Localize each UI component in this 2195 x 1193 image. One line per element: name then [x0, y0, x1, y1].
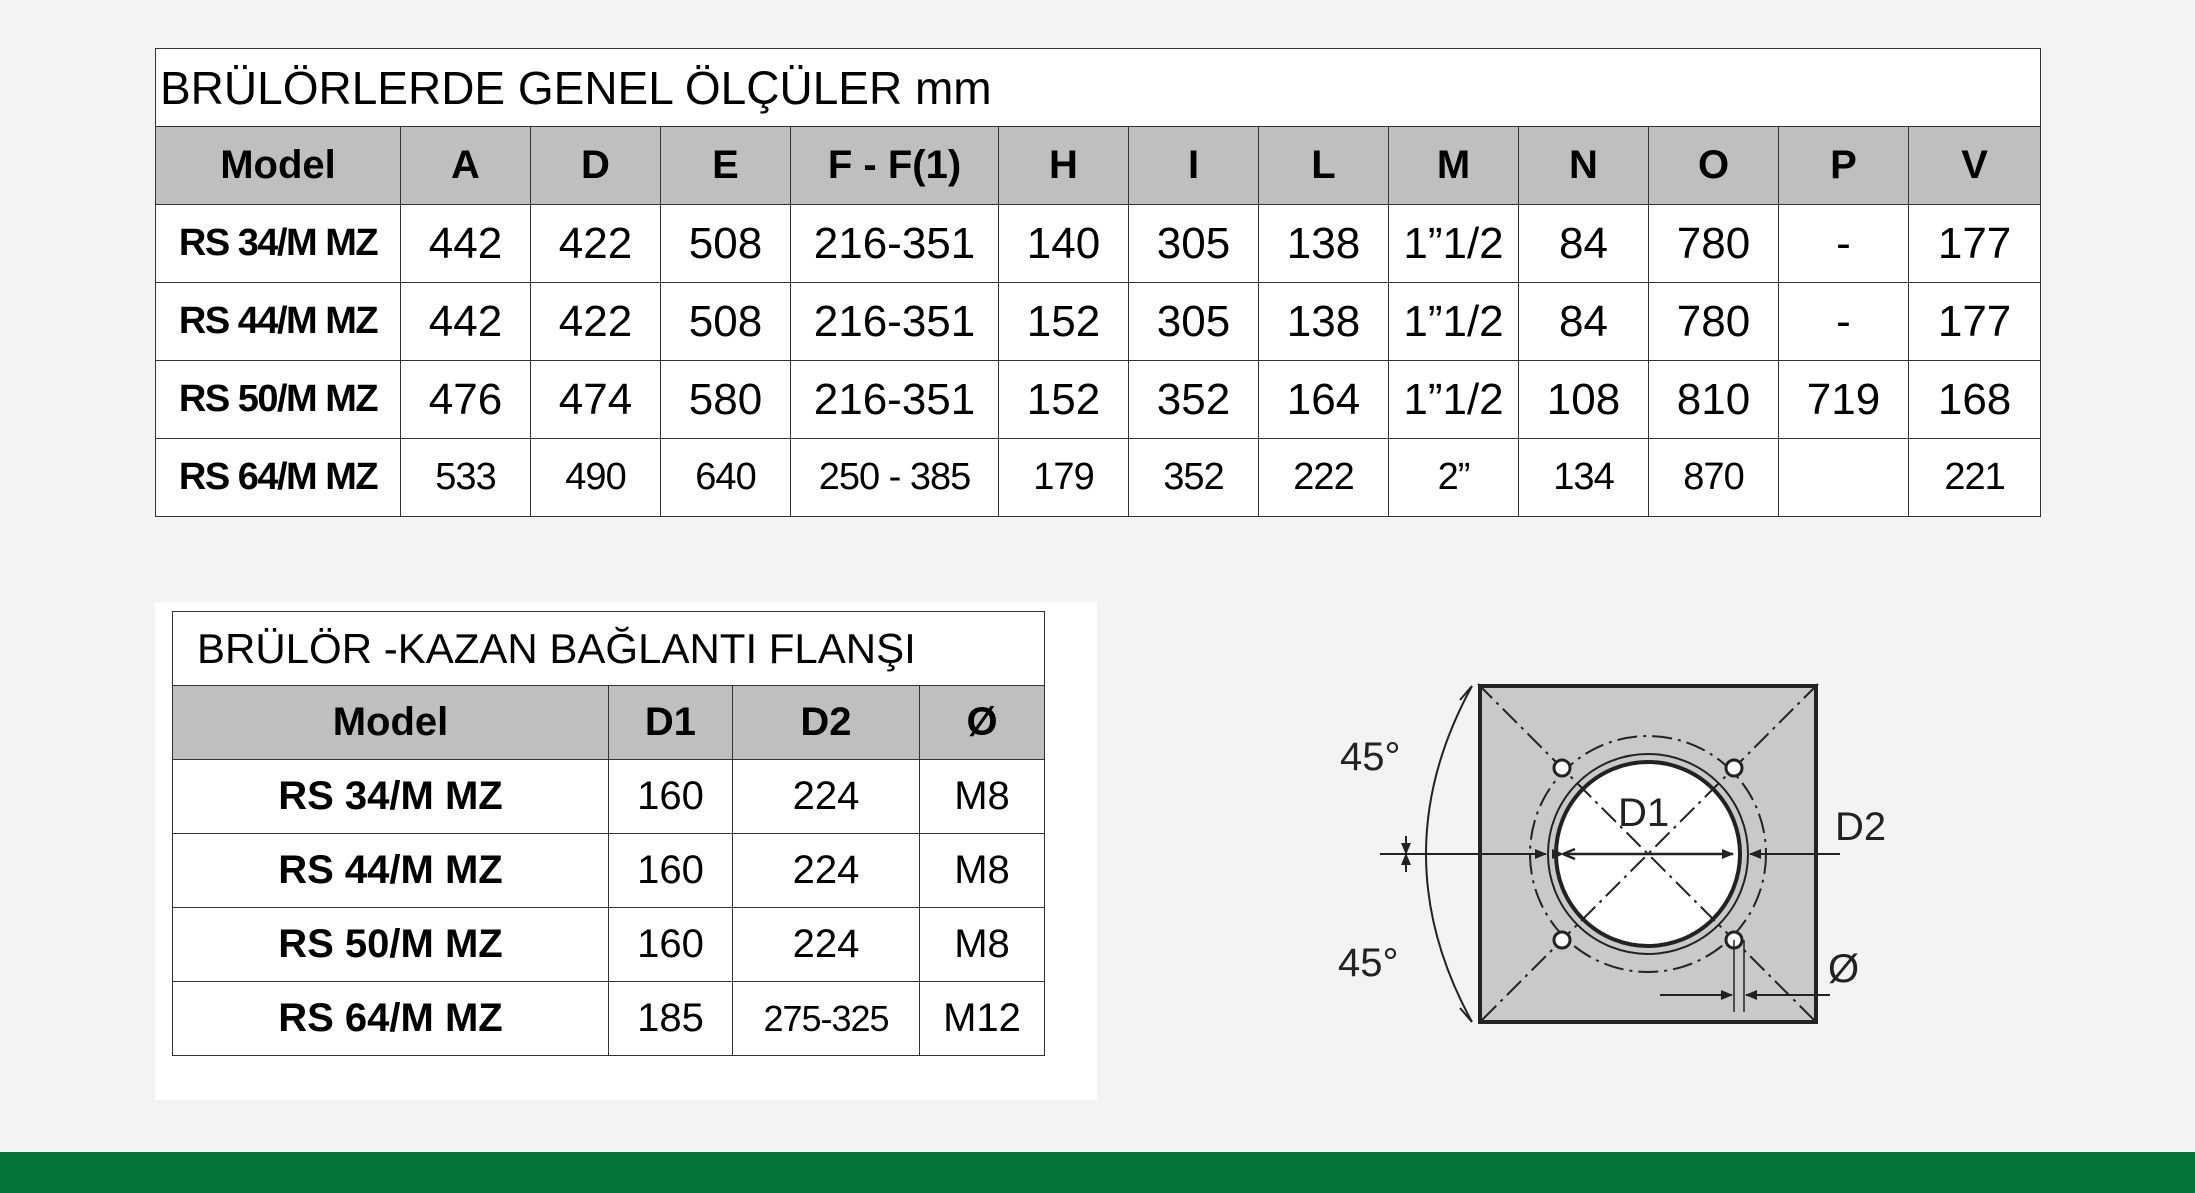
table-cell: 442 [401, 283, 531, 361]
table-cell: - [1779, 283, 1909, 361]
table-cell: 810 [1649, 361, 1779, 439]
table-row [173, 834, 1045, 908]
table-row [156, 283, 2041, 361]
table-cell: - [1779, 205, 1909, 283]
column-header: Ø [920, 686, 1045, 760]
angle-label-bottom: 45° [1338, 941, 1399, 985]
table-cell: 221 [1909, 439, 2041, 517]
model-cell: RS 50/M MZ [156, 361, 401, 439]
model-cell: RS 64/M MZ [173, 982, 609, 1056]
table-cell: 719 [1779, 361, 1909, 439]
table-cell: 1”1/2 [1389, 205, 1519, 283]
table-row [173, 760, 1045, 834]
table-cell: 185 [609, 982, 733, 1056]
table-cell: 216-351 [791, 361, 999, 439]
table-cell: 164 [1259, 361, 1389, 439]
column-header: Model [173, 686, 609, 760]
flange-diagram [1320, 650, 1920, 1050]
table-cell: 422 [531, 205, 661, 283]
table-header-row [156, 127, 2041, 205]
table-cell: 222 [1259, 439, 1389, 517]
table-cell: 250 - 385 [791, 439, 999, 517]
angle-label-top: 45° [1340, 735, 1401, 779]
column-header: D1 [609, 686, 733, 760]
table-cell: 84 [1519, 283, 1649, 361]
table-cell: 508 [661, 205, 791, 283]
table-cell: 177 [1909, 205, 2041, 283]
column-header: H [999, 127, 1129, 205]
column-header: D [531, 127, 661, 205]
table-cell: 352 [1129, 439, 1259, 517]
table-cell: 140 [999, 205, 1129, 283]
table-cell: 442 [401, 205, 531, 283]
table-row [173, 982, 1045, 1056]
table-cell: 422 [531, 283, 661, 361]
footer-bar [0, 1152, 2195, 1193]
table-cell: 224 [733, 908, 920, 982]
model-cell: RS 44/M MZ [173, 834, 609, 908]
table-cell: 490 [531, 439, 661, 517]
column-header: A [401, 127, 531, 205]
flange-table-panel [155, 602, 1097, 1100]
table-cell: 152 [999, 361, 1129, 439]
column-header: M [1389, 127, 1519, 205]
table-cell: 216-351 [791, 205, 999, 283]
table-cell: 216-351 [791, 283, 999, 361]
bolt-hole [1554, 932, 1570, 948]
table-cell: 179 [999, 439, 1129, 517]
table-cell: 533 [401, 439, 531, 517]
table-cell: 476 [401, 361, 531, 439]
flange-table [172, 611, 1045, 1056]
table-cell: 152 [999, 283, 1129, 361]
table-cell: M8 [920, 760, 1045, 834]
table-cell: 474 [531, 361, 661, 439]
table-cell: 275-325 [733, 982, 920, 1056]
table-cell: 138 [1259, 205, 1389, 283]
table-cell: 224 [733, 834, 920, 908]
table-cell: 352 [1129, 361, 1259, 439]
table-cell: 160 [609, 760, 733, 834]
model-cell: RS 44/M MZ [156, 283, 401, 361]
table-cell: 640 [661, 439, 791, 517]
column-header: Model [156, 127, 401, 205]
table-cell: 2” [1389, 439, 1519, 517]
table-cell: 168 [1909, 361, 2041, 439]
general-dimensions-title: BRÜLÖRLERDE GENEL ÖLÇÜLER mm [156, 49, 2041, 127]
table-cell: 160 [609, 834, 733, 908]
table-header-row [173, 686, 1045, 760]
table-row [156, 439, 2041, 517]
table-cell: M12 [920, 982, 1045, 1056]
table-cell: 84 [1519, 205, 1649, 283]
column-header: L [1259, 127, 1389, 205]
table-cell: 1”1/2 [1389, 283, 1519, 361]
table-cell: 177 [1909, 283, 2041, 361]
table-cell: 1”1/2 [1389, 361, 1519, 439]
column-header: I [1129, 127, 1259, 205]
model-cell: RS 34/M MZ [156, 205, 401, 283]
table-row [156, 361, 2041, 439]
table-cell: M8 [920, 908, 1045, 982]
d2-label: D2 [1835, 805, 1887, 849]
table-row [173, 908, 1045, 982]
column-header: O [1649, 127, 1779, 205]
table-cell: 134 [1519, 439, 1649, 517]
table-cell: 780 [1649, 283, 1779, 361]
column-header: V [1909, 127, 2041, 205]
column-header: D2 [733, 686, 920, 760]
table-cell: 305 [1129, 283, 1259, 361]
column-header: N [1519, 127, 1649, 205]
flange-table-title: BRÜLÖR -KAZAN BAĞLANTI FLANŞI [173, 612, 1045, 686]
general-dimensions-table [155, 48, 2041, 517]
model-cell: RS 34/M MZ [173, 760, 609, 834]
table-cell: 160 [609, 908, 733, 982]
bolt-hole [1554, 760, 1570, 776]
column-header: F - F(1) [791, 127, 999, 205]
column-header: P [1779, 127, 1909, 205]
table-cell: 305 [1129, 205, 1259, 283]
bolt-hole [1726, 760, 1742, 776]
table-cell: 224 [733, 760, 920, 834]
table-cell: 108 [1519, 361, 1649, 439]
column-header: E [661, 127, 791, 205]
table-row [156, 205, 2041, 283]
table-cell [1779, 439, 1909, 517]
table-cell: 138 [1259, 283, 1389, 361]
table-cell: 580 [661, 361, 791, 439]
table-cell: M8 [920, 834, 1045, 908]
model-cell: RS 50/M MZ [173, 908, 609, 982]
table-cell: 870 [1649, 439, 1779, 517]
phi-label: Ø [1828, 947, 1860, 991]
table-cell: 508 [661, 283, 791, 361]
table-cell: 780 [1649, 205, 1779, 283]
model-cell: RS 64/M MZ [156, 439, 401, 517]
d1-label: D1 [1618, 791, 1670, 835]
